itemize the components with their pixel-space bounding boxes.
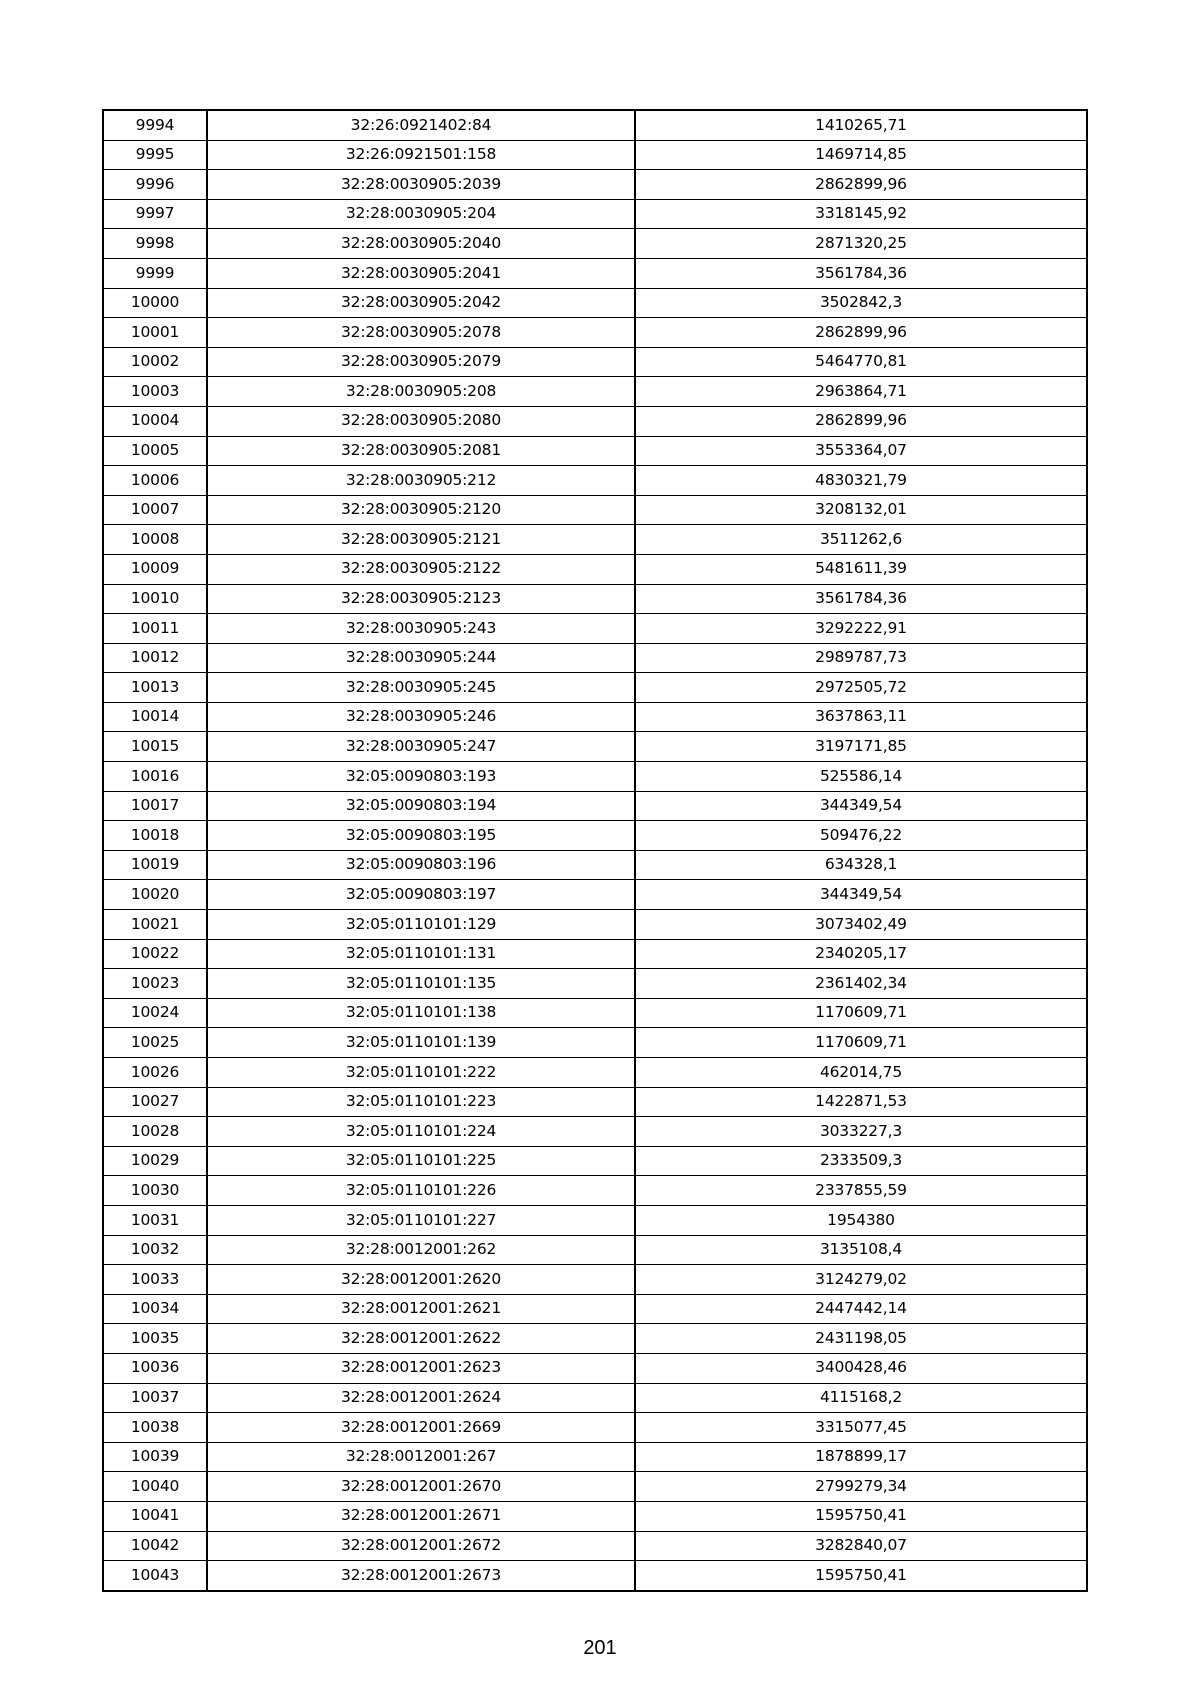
cadastral-number-cell: 32:28:0012001:2624 xyxy=(207,1383,635,1413)
row-number-cell: 10026 xyxy=(103,1058,207,1088)
table-row xyxy=(103,1413,1087,1443)
row-number-cell: 10001 xyxy=(103,318,207,348)
cadastral-number-cell: 32:05:0110101:139 xyxy=(207,1028,635,1058)
cadastral-value-cell: 2972505,72 xyxy=(635,673,1087,703)
row-number-cell: 10032 xyxy=(103,1235,207,1265)
row-number-cell: 10037 xyxy=(103,1383,207,1413)
row-number-cell: 9995 xyxy=(103,140,207,170)
table-row xyxy=(103,1324,1087,1354)
cadastral-value-cell: 2862899,96 xyxy=(635,406,1087,436)
cadastral-number-cell: 32:28:0030905:244 xyxy=(207,643,635,673)
cadastral-value-cell: 2862899,96 xyxy=(635,170,1087,200)
cadastral-number-cell: 32:28:0030905:2040 xyxy=(207,229,635,259)
table-row xyxy=(103,1176,1087,1206)
cadastral-value-cell: 2361402,34 xyxy=(635,969,1087,999)
row-number-cell: 10038 xyxy=(103,1413,207,1443)
cadastral-number-cell: 32:05:0110101:226 xyxy=(207,1176,635,1206)
cadastral-value-cell: 2871320,25 xyxy=(635,229,1087,259)
cadastral-number-cell: 32:05:0090803:193 xyxy=(207,762,635,792)
row-number-cell: 10031 xyxy=(103,1205,207,1235)
table-row xyxy=(103,643,1087,673)
cadastral-number-cell: 32:28:0030905:2042 xyxy=(207,288,635,318)
cadastral-value-cell: 4830321,79 xyxy=(635,466,1087,496)
cadastral-number-cell: 32:05:0090803:194 xyxy=(207,791,635,821)
row-number-cell: 10024 xyxy=(103,998,207,1028)
row-number-cell: 10003 xyxy=(103,377,207,407)
table-row xyxy=(103,258,1087,288)
row-number-cell: 10014 xyxy=(103,702,207,732)
cadastral-number-cell: 32:28:0030905:2041 xyxy=(207,258,635,288)
table-row xyxy=(103,1442,1087,1472)
cadastral-number-cell: 32:28:0012001:2673 xyxy=(207,1561,635,1591)
row-number-cell: 9996 xyxy=(103,170,207,200)
cadastral-number-cell: 32:05:0090803:197 xyxy=(207,880,635,910)
cadastral-value-cell: 3197171,85 xyxy=(635,732,1087,762)
row-number-cell: 10043 xyxy=(103,1561,207,1591)
row-number-cell: 10025 xyxy=(103,1028,207,1058)
row-number-cell: 10023 xyxy=(103,969,207,999)
cadastral-value-cell: 3124279,02 xyxy=(635,1265,1087,1295)
row-number-cell: 10019 xyxy=(103,850,207,880)
cadastral-number-cell: 32:28:0030905:2123 xyxy=(207,584,635,614)
table-row xyxy=(103,821,1087,851)
cadastral-value-cell: 1422871,53 xyxy=(635,1087,1087,1117)
cadastral-value-cell: 3502842,3 xyxy=(635,288,1087,318)
cadastral-number-cell: 32:28:0030905:212 xyxy=(207,466,635,496)
table-row xyxy=(103,1383,1087,1413)
cadastral-number-cell: 32:28:0030905:2039 xyxy=(207,170,635,200)
table-row xyxy=(103,1353,1087,1383)
cadastral-number-cell: 32:28:0030905:2081 xyxy=(207,436,635,466)
cadastral-number-cell: 32:26:0921402:84 xyxy=(207,110,635,140)
table-row xyxy=(103,1294,1087,1324)
table-row xyxy=(103,318,1087,348)
cadastral-value-cell: 3073402,49 xyxy=(635,910,1087,940)
cadastral-value-cell: 1170609,71 xyxy=(635,1028,1087,1058)
row-number-cell: 9997 xyxy=(103,199,207,229)
cadastral-value-cell: 4115168,2 xyxy=(635,1383,1087,1413)
table-row xyxy=(103,525,1087,555)
cadastral-number-cell: 32:28:0012001:2672 xyxy=(207,1531,635,1561)
cadastral-value-cell: 3282840,07 xyxy=(635,1531,1087,1561)
table-row xyxy=(103,939,1087,969)
cadastral-number-cell: 32:05:0110101:227 xyxy=(207,1205,635,1235)
cadastral-number-cell: 32:28:0030905:2121 xyxy=(207,525,635,555)
cadastral-number-cell: 32:26:0921501:158 xyxy=(207,140,635,170)
cadastral-value-cell: 344349,54 xyxy=(635,880,1087,910)
cadastral-number-cell: 32:28:0030905:208 xyxy=(207,377,635,407)
table-row xyxy=(103,495,1087,525)
cadastral-value-cell: 1469714,85 xyxy=(635,140,1087,170)
cadastral-value-cell: 344349,54 xyxy=(635,791,1087,821)
cadastral-value-cell: 3637863,11 xyxy=(635,702,1087,732)
cadastral-number-cell: 32:05:0110101:138 xyxy=(207,998,635,1028)
cadastral-number-cell: 32:05:0110101:222 xyxy=(207,1058,635,1088)
table-row xyxy=(103,436,1087,466)
cadastral-value-cell: 3511262,6 xyxy=(635,525,1087,555)
row-number-cell: 10005 xyxy=(103,436,207,466)
row-number-cell: 10015 xyxy=(103,732,207,762)
cadastral-number-cell: 32:28:0030905:246 xyxy=(207,702,635,732)
page-number: 201 xyxy=(583,1637,617,1659)
cadastral-number-cell: 32:28:0030905:247 xyxy=(207,732,635,762)
table-row xyxy=(103,762,1087,792)
table-row xyxy=(103,1205,1087,1235)
cadastral-value-cell: 3318145,92 xyxy=(635,199,1087,229)
row-number-cell: 10013 xyxy=(103,673,207,703)
cadastral-value-cell: 3033227,3 xyxy=(635,1117,1087,1147)
cadastral-number-cell: 32:05:0110101:131 xyxy=(207,939,635,969)
table-row xyxy=(103,1146,1087,1176)
table-row xyxy=(103,732,1087,762)
table-row xyxy=(103,673,1087,703)
row-number-cell: 10016 xyxy=(103,762,207,792)
cadastral-number-cell: 32:05:0110101:135 xyxy=(207,969,635,999)
row-number-cell: 10008 xyxy=(103,525,207,555)
cadastral-number-cell: 32:05:0110101:224 xyxy=(207,1117,635,1147)
cadastral-number-cell: 32:05:0090803:195 xyxy=(207,821,635,851)
cadastral-number-cell: 32:28:0012001:2671 xyxy=(207,1501,635,1531)
table-row xyxy=(103,554,1087,584)
cadastral-number-cell: 32:28:0030905:2078 xyxy=(207,318,635,348)
table-body xyxy=(103,110,1087,1591)
cadastral-value-cell: 2799279,34 xyxy=(635,1472,1087,1502)
cadastral-number-cell: 32:05:0110101:223 xyxy=(207,1087,635,1117)
cadastral-value-cell: 1410265,71 xyxy=(635,110,1087,140)
cadastral-number-cell: 32:28:0030905:2122 xyxy=(207,554,635,584)
row-number-cell: 9994 xyxy=(103,110,207,140)
table-row xyxy=(103,998,1087,1028)
cadastral-number-cell: 32:28:0012001:2670 xyxy=(207,1472,635,1502)
cadastral-number-cell: 32:28:0030905:2120 xyxy=(207,495,635,525)
table-row xyxy=(103,1265,1087,1295)
table-row xyxy=(103,377,1087,407)
row-number-cell: 9998 xyxy=(103,229,207,259)
row-number-cell: 10020 xyxy=(103,880,207,910)
cadastral-value-cell: 3208132,01 xyxy=(635,495,1087,525)
table-row xyxy=(103,791,1087,821)
row-number-cell: 10036 xyxy=(103,1353,207,1383)
cadastral-value-cell: 509476,22 xyxy=(635,821,1087,851)
table-row xyxy=(103,1087,1087,1117)
table-row xyxy=(103,969,1087,999)
row-number-cell: 10029 xyxy=(103,1146,207,1176)
row-number-cell: 10030 xyxy=(103,1176,207,1206)
table-row xyxy=(103,1531,1087,1561)
cadastral-value-cell: 1595750,41 xyxy=(635,1501,1087,1531)
cadastral-value-cell: 2337855,59 xyxy=(635,1176,1087,1206)
cadastral-value-cell: 2431198,05 xyxy=(635,1324,1087,1354)
cadastral-value-cell: 3292222,91 xyxy=(635,614,1087,644)
row-number-cell: 10041 xyxy=(103,1501,207,1531)
cadastral-value-cell: 2862899,96 xyxy=(635,318,1087,348)
table-row xyxy=(103,910,1087,940)
cadastral-number-cell: 32:28:0012001:2622 xyxy=(207,1324,635,1354)
cadastral-number-cell: 32:28:0012001:2621 xyxy=(207,1294,635,1324)
row-number-cell: 10039 xyxy=(103,1442,207,1472)
cadastral-number-cell: 32:28:0012001:2620 xyxy=(207,1265,635,1295)
cadastral-value-cell: 2340205,17 xyxy=(635,939,1087,969)
cadastral-value-cell: 3553364,07 xyxy=(635,436,1087,466)
row-number-cell: 10033 xyxy=(103,1265,207,1295)
row-number-cell: 10011 xyxy=(103,614,207,644)
row-number-cell: 10010 xyxy=(103,584,207,614)
table-row xyxy=(103,229,1087,259)
row-number-cell: 10034 xyxy=(103,1294,207,1324)
table-row xyxy=(103,584,1087,614)
table-row xyxy=(103,406,1087,436)
cadastral-value-cell: 1170609,71 xyxy=(635,998,1087,1028)
table-row xyxy=(103,347,1087,377)
cadastral-value-table xyxy=(102,109,1088,1592)
cadastral-value-cell: 1595750,41 xyxy=(635,1561,1087,1591)
cadastral-number-cell: 32:28:0012001:262 xyxy=(207,1235,635,1265)
table-row xyxy=(103,1501,1087,1531)
row-number-cell: 10002 xyxy=(103,347,207,377)
cadastral-value-cell: 3561784,36 xyxy=(635,258,1087,288)
cadastral-value-cell: 5481611,39 xyxy=(635,554,1087,584)
table-row xyxy=(103,140,1087,170)
cadastral-value-cell: 2333509,3 xyxy=(635,1146,1087,1176)
table-row xyxy=(103,1058,1087,1088)
cadastral-value-cell: 3400428,46 xyxy=(635,1353,1087,1383)
row-number-cell: 10000 xyxy=(103,288,207,318)
table-row xyxy=(103,1235,1087,1265)
cadastral-number-cell: 32:28:0030905:245 xyxy=(207,673,635,703)
cadastral-value-cell: 462014,75 xyxy=(635,1058,1087,1088)
cadastral-value-cell: 634328,1 xyxy=(635,850,1087,880)
table-row xyxy=(103,170,1087,200)
table-row xyxy=(103,1028,1087,1058)
row-number-cell: 10040 xyxy=(103,1472,207,1502)
row-number-cell: 10004 xyxy=(103,406,207,436)
cadastral-number-cell: 32:28:0030905:204 xyxy=(207,199,635,229)
row-number-cell: 10028 xyxy=(103,1117,207,1147)
cadastral-value-cell: 2963864,71 xyxy=(635,377,1087,407)
row-number-cell: 10006 xyxy=(103,466,207,496)
cadastral-number-cell: 32:28:0030905:2080 xyxy=(207,406,635,436)
cadastral-value-cell: 1878899,17 xyxy=(635,1442,1087,1472)
cadastral-value-cell: 3315077,45 xyxy=(635,1413,1087,1443)
row-number-cell: 10018 xyxy=(103,821,207,851)
row-number-cell: 9999 xyxy=(103,258,207,288)
cadastral-number-cell: 32:05:0090803:196 xyxy=(207,850,635,880)
cadastral-value-cell: 1954380 xyxy=(635,1205,1087,1235)
table-row xyxy=(103,702,1087,732)
cadastral-value-cell: 5464770,81 xyxy=(635,347,1087,377)
table-row xyxy=(103,110,1087,140)
cadastral-value-cell: 3561784,36 xyxy=(635,584,1087,614)
cadastral-number-cell: 32:05:0110101:225 xyxy=(207,1146,635,1176)
table-row xyxy=(103,1117,1087,1147)
row-number-cell: 10035 xyxy=(103,1324,207,1354)
cadastral-number-cell: 32:28:0012001:2669 xyxy=(207,1413,635,1443)
row-number-cell: 10007 xyxy=(103,495,207,525)
row-number-cell: 10042 xyxy=(103,1531,207,1561)
table-row xyxy=(103,614,1087,644)
cadastral-value-cell: 3135108,4 xyxy=(635,1235,1087,1265)
cadastral-number-cell: 32:28:0030905:243 xyxy=(207,614,635,644)
table-row xyxy=(103,199,1087,229)
cadastral-value-cell: 2447442,14 xyxy=(635,1294,1087,1324)
row-number-cell: 10027 xyxy=(103,1087,207,1117)
table-row xyxy=(103,288,1087,318)
cadastral-number-cell: 32:28:0030905:2079 xyxy=(207,347,635,377)
table-row xyxy=(103,850,1087,880)
table-row xyxy=(103,880,1087,910)
cadastral-value-cell: 525586,14 xyxy=(635,762,1087,792)
row-number-cell: 10009 xyxy=(103,554,207,584)
table-row xyxy=(103,1561,1087,1591)
table-row xyxy=(103,466,1087,496)
cadastral-number-cell: 32:05:0110101:129 xyxy=(207,910,635,940)
table-row xyxy=(103,1472,1087,1502)
row-number-cell: 10022 xyxy=(103,939,207,969)
cadastral-number-cell: 32:28:0012001:2623 xyxy=(207,1353,635,1383)
cadastral-number-cell: 32:28:0012001:267 xyxy=(207,1442,635,1472)
row-number-cell: 10012 xyxy=(103,643,207,673)
row-number-cell: 10017 xyxy=(103,791,207,821)
cadastral-value-cell: 2989787,73 xyxy=(635,643,1087,673)
row-number-cell: 10021 xyxy=(103,910,207,940)
